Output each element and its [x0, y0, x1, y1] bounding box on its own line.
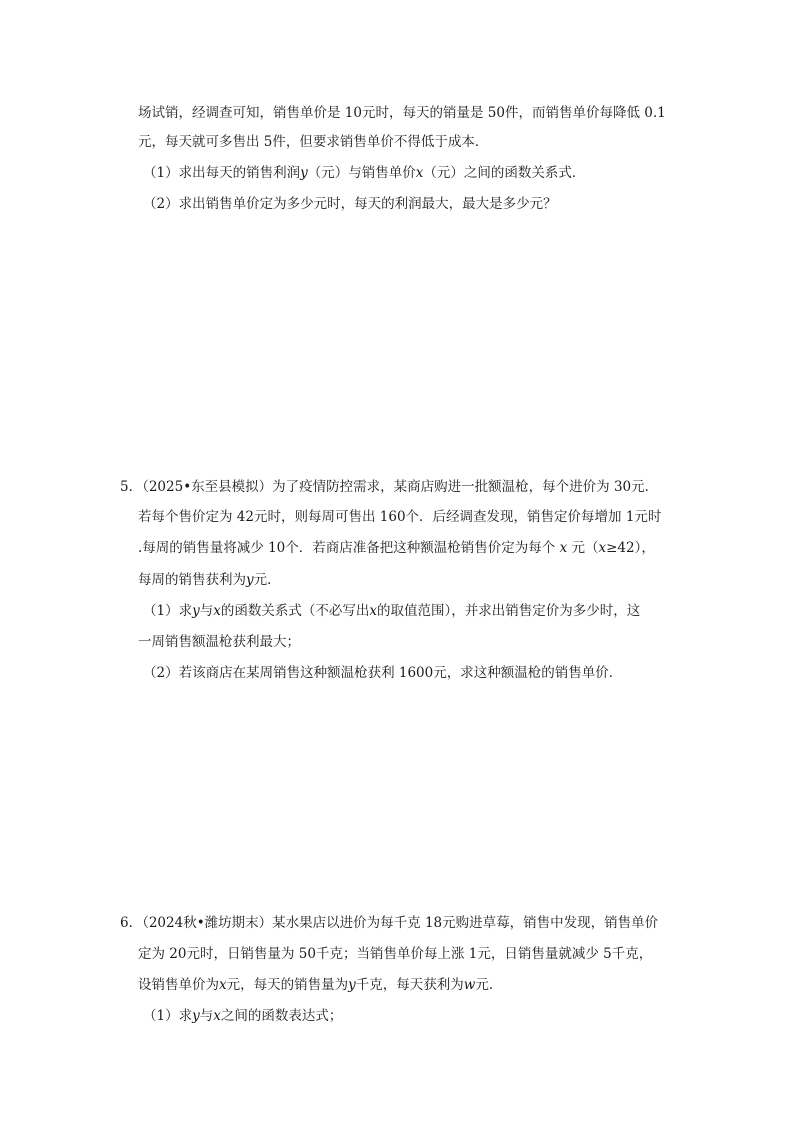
problem5-question2 [143, 663, 622, 683]
line3-prefix: 设销售单价为 [138, 977, 219, 993]
problem6-question1 [143, 1006, 342, 1026]
q1-suffix: 之间的函数表达式； [220, 1008, 343, 1024]
var-w: w [463, 977, 476, 993]
var-x: x [559, 540, 568, 556]
var-y: y [300, 165, 308, 181]
problem4-line1 [138, 103, 666, 123]
line4-prefix: 每周的销售获利为 [138, 572, 246, 588]
problem4-line2-text: 元，每天就可多售出 5件，但要求销售单价不得低于成本． [138, 134, 489, 150]
problem4-question2 [143, 194, 557, 214]
q1-prefix: （1）求 [143, 603, 193, 619]
problem5-line4 [138, 570, 281, 590]
var-x: x [219, 977, 227, 993]
problem5-line2 [138, 507, 661, 527]
problem5-line2-text: 若每个售价定为 42元时，则每周可售出 160个．后经调查发现，销售定价每增加 1元时 [138, 509, 662, 525]
var-y: y [192, 603, 200, 619]
problem4-question2-text: （2）求出销售单价定为多少元时，每天的利润最大，最大是多少元？ [143, 196, 557, 212]
problem6-line3 [138, 975, 502, 995]
q1-middle: 与 [199, 1008, 214, 1024]
q1-middle: 与 [199, 603, 214, 619]
var-x: x [213, 1008, 221, 1024]
q1-suffix: （元）之间的函数关系式． [423, 165, 586, 181]
line3-middle: 元，每天的销售量为 [226, 977, 349, 993]
line3-middle: 元（ [567, 540, 599, 556]
var-x: x [598, 540, 607, 556]
problem5-question1-line1 [143, 601, 640, 621]
var-y: y [246, 572, 254, 588]
var-y: y [348, 977, 356, 993]
line3-prefix: .每周的销售量将减少 10个．若商店准备把这种额温枪销售价定为每个 [138, 540, 560, 556]
var-x: x [213, 603, 221, 619]
var-x: x [369, 603, 377, 619]
q1-prefix: （1）求出每天的销售利润 [143, 165, 301, 181]
problem4-question1 [143, 163, 585, 183]
problem5-question1-line2 [138, 632, 300, 652]
problem6-line1 [120, 913, 658, 933]
problem5-question2-text: （2）若该商店在某周销售这种额温枪获利 1600元，求这种额温枪的销售单价． [143, 665, 623, 681]
var-y: y [192, 1008, 200, 1024]
problem6-line2-text: 定为 20元时，日销售量为 50千克；当销售单价每上涨 1元，日销售量就减少 5千克， [138, 946, 653, 962]
problem5-line3 [138, 538, 655, 558]
problem4-line1-text: 场试销，经调查可知，销售单价是 10元时，每天的销量是 50件，而销售单价每降低 0.1 [138, 105, 666, 121]
problem5-question1-line2-text: 一周销售额温枪获利最大； [138, 634, 300, 650]
q1-middle: （元）与销售单价 [307, 165, 416, 181]
var-x: x [415, 165, 424, 181]
line3-middle2: 千克，每天获利为 [355, 977, 464, 993]
q1-suffix: 的取值范围），并求出销售定价为多少时，这 [376, 603, 641, 619]
problem4-line2 [138, 132, 488, 152]
q1-middle2: 的函数关系式（不必写出 [220, 603, 370, 619]
problem5-line1 [120, 477, 658, 497]
line4-suffix: 元． [253, 572, 281, 588]
problem6-line2 [138, 944, 652, 964]
problem5-line1-text: 5．（2025•东至县模拟）为了疫情防控需求，某商店购进一批额温枪，每个进价为 30元． [120, 479, 659, 495]
problem6-line1-text: 6．（2024秋•潍坊期末）某水果店以进价为每千克 18元购进草莓，销售中发现，销售单价 [120, 915, 659, 931]
line3-suffix: 元． [475, 977, 503, 993]
line3-suffix: ≥42）， [606, 540, 655, 556]
q1-prefix: （1）求 [143, 1008, 193, 1024]
